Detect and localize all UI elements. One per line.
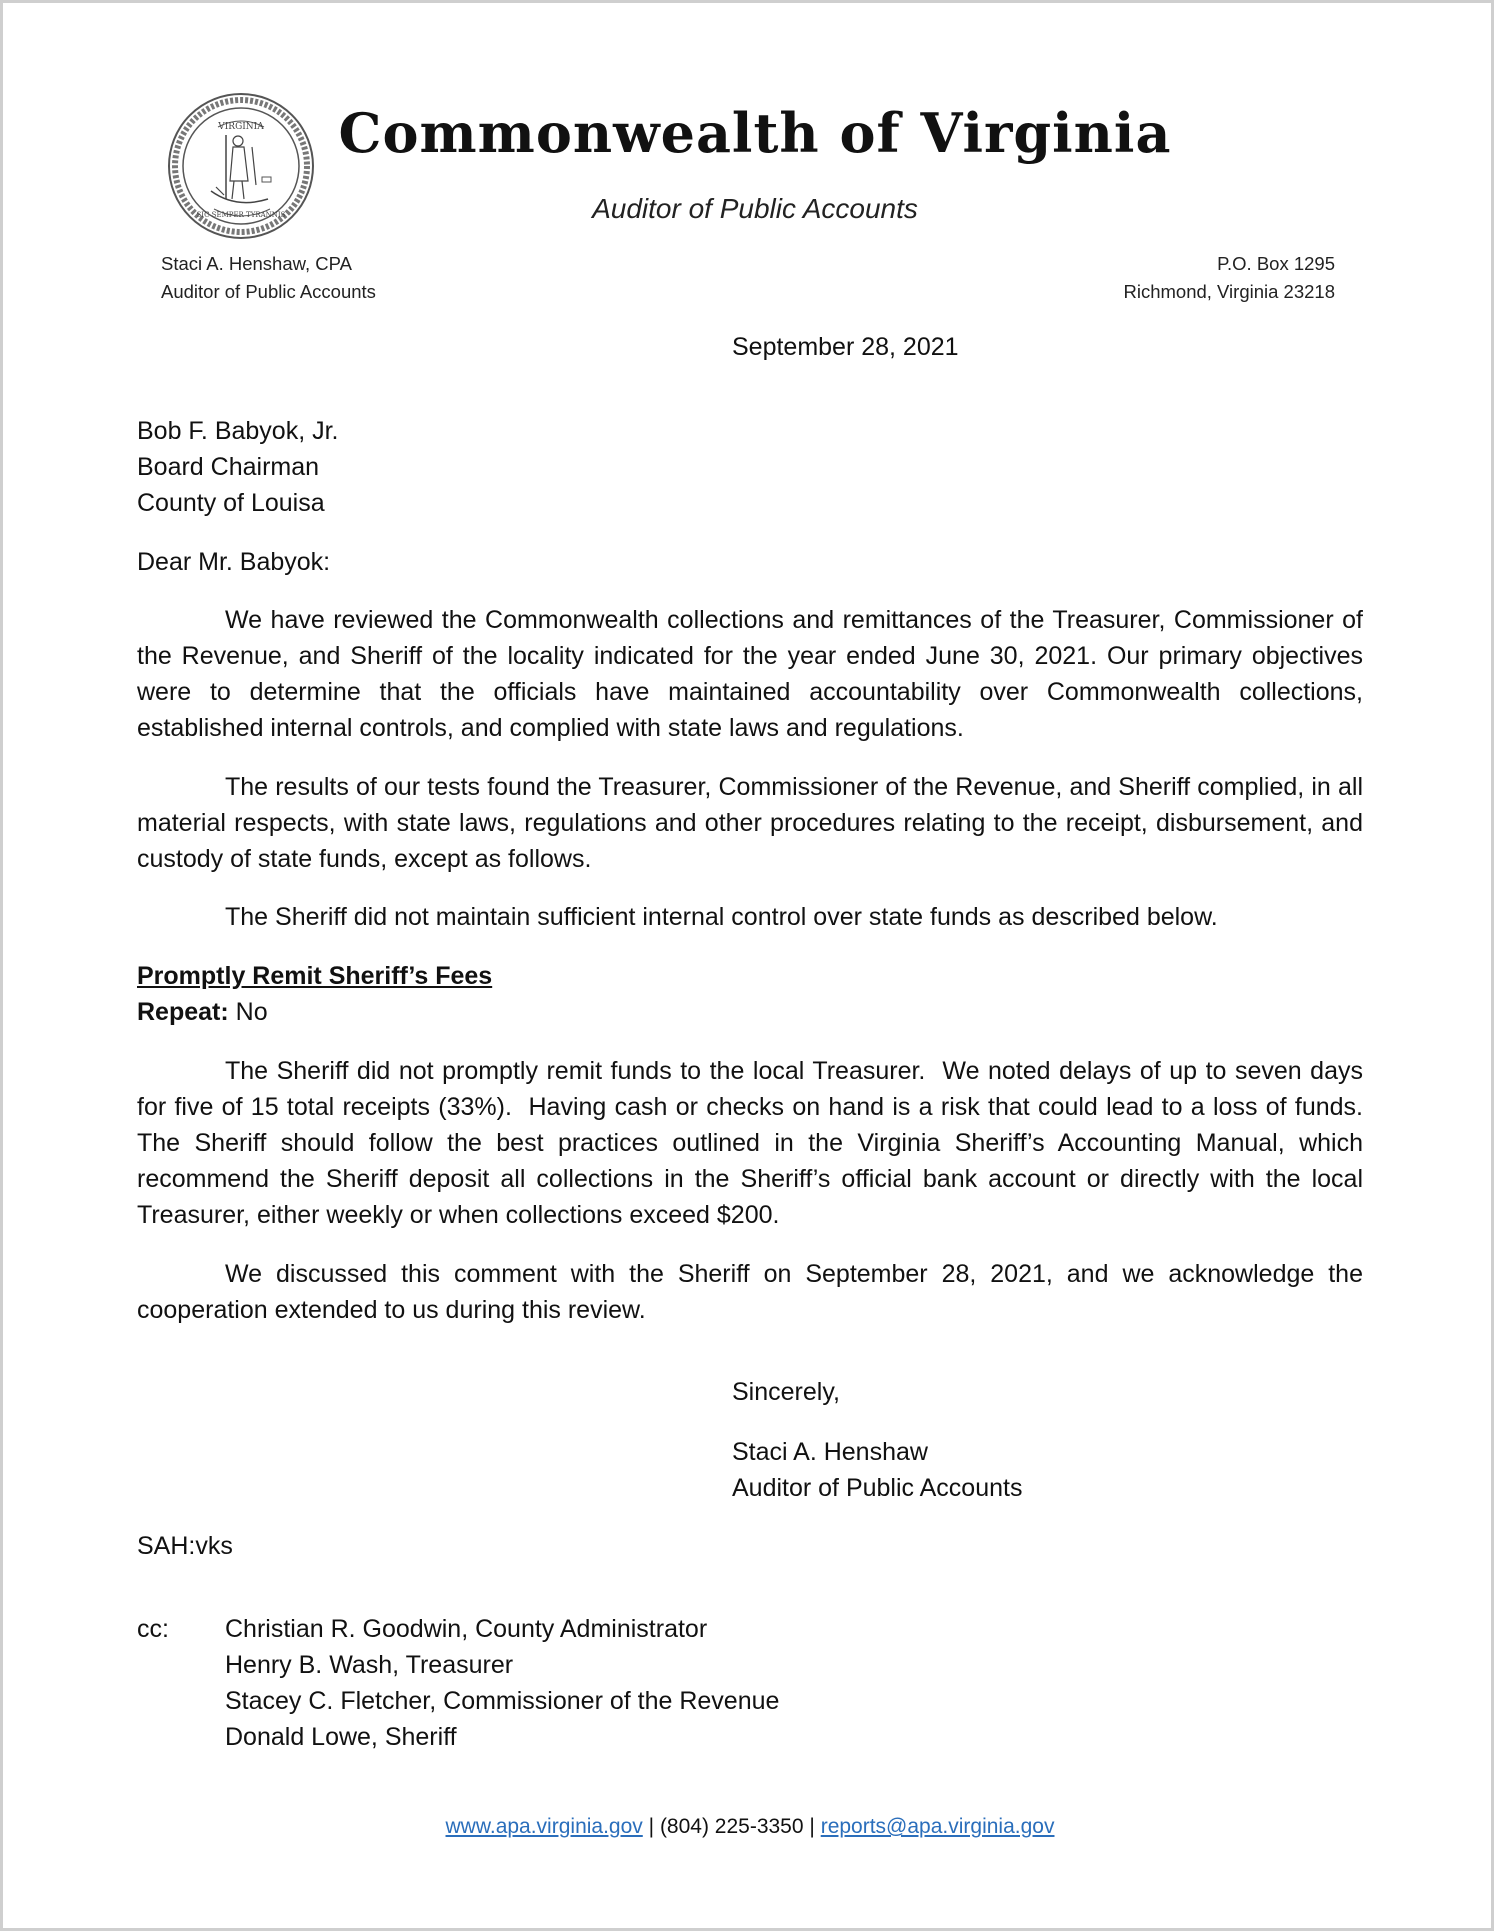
valediction: Sincerely, (732, 1378, 840, 1406)
letterhead-title: Commonwealth of Virginia (338, 101, 1172, 165)
cc-label: cc: (137, 1615, 169, 1643)
salutation: Dear Mr. Babyok: (137, 548, 331, 576)
repeat-value: No (235, 998, 268, 1026)
recipient-title: Board Chairman (137, 453, 320, 481)
cc-recipient: Donald Lowe, Sheriff (225, 1723, 457, 1751)
recipient-address (137, 413, 339, 521)
paragraph-review-scope (137, 602, 1363, 746)
repeat-label: Repeat: (137, 998, 229, 1026)
signer-title: Auditor of Public Accounts (732, 1474, 1023, 1502)
separator: | (648, 1815, 655, 1838)
paragraph-text: The Sheriff did not maintain sufficient internal control over state funds as described below. (225, 903, 1218, 931)
auditor-name: Staci A. Henshaw, CPA (161, 253, 352, 274)
paragraph-text: The results of our tests found the Treasurer, Commissioner of the Revenue, and Sheriff complied, in all material respects, with state laws, regulations and other procedures relating to the receipt, disbursement, and custody of state funds, except as follows. (137, 773, 1363, 873)
separator: | (809, 1815, 815, 1838)
auditor-title: Auditor of Public Accounts (161, 281, 376, 302)
paragraph-text: The Sheriff did not promptly remit funds to the local Treasurer. We noted delays of up to seven days for five of 15 total receipts (33%). Having cash or checks on hand is a risk that could lead to a loss of funds. The Sheriff should follow the best practices outlined in the Virginia Sheriff’s Accounting Manual, which recommend the Sheriff deposit all collections in the Sheriff’s official bank account or directly with the local Treasurer, either weekly or when collections exceed $200. (137, 1057, 1377, 1229)
signature-block (732, 1434, 1022, 1506)
svg-text:VIRGINIA: VIRGINIA (218, 122, 264, 132)
website-link[interactable]: www.apa.virginia.gov (445, 1815, 643, 1838)
cc-list (137, 1611, 779, 1755)
city-state-zip: Richmond, Virginia 23218 (1123, 281, 1335, 302)
po-box: P.O. Box 1295 (1217, 253, 1335, 274)
cc-recipients (225, 1611, 779, 1755)
paragraph-exception-intro (137, 899, 1363, 935)
email-link[interactable]: reports@apa.virginia.gov (820, 1815, 1055, 1838)
letterhead-auditor-block (161, 250, 376, 306)
finding-repeat-status (137, 994, 268, 1030)
letterhead-subtitle: Auditor of Public Accounts (592, 193, 918, 224)
svg-text:SIC SEMPER TYRANNIS: SIC SEMPER TYRANNIS (196, 211, 286, 219)
paragraph-results (137, 769, 1363, 877)
recipient-organization: County of Louisa (137, 489, 325, 517)
paragraph-text: We discussed this comment with the Sheriff on September 28, 2021, and we acknowledge the cooperation extended to us during this review. (137, 1260, 1363, 1324)
paragraph-discussion (137, 1256, 1363, 1328)
recipient-name: Bob F. Babyok, Jr. (137, 417, 339, 445)
signer-name: Staci A. Henshaw (732, 1438, 928, 1466)
letter-date: September 28, 2021 (732, 333, 959, 361)
finding-heading: Promptly Remit Sheriff’s Fees (137, 962, 493, 990)
paragraph-text: We have reviewed the Commonwealth collections and remittances of the Treasurer, Commissioner of the Revenue, and Sheriff of the locality indicated for the year ended June 30, 2021. Our primary objectives were to determine that the officials have maintained accountability over Commonwealth collections, established internal controls, and complied with state laws and regulations. (137, 606, 1363, 742)
letterhead-address-block (1123, 250, 1335, 306)
cc-recipient: Stacey C. Fletcher, Commissioner of the Revenue (225, 1687, 780, 1715)
cc-recipient: Christian R. Goodwin, County Administrator (225, 1615, 708, 1643)
paragraph-finding-detail (137, 1053, 1377, 1233)
reference-initials: SAH:vks (137, 1532, 233, 1560)
footer-contact (3, 1815, 1494, 1839)
cc-recipient: Henry B. Wash, Treasurer (225, 1651, 514, 1679)
phone-number: (804) 225-3350 (659, 1815, 804, 1838)
